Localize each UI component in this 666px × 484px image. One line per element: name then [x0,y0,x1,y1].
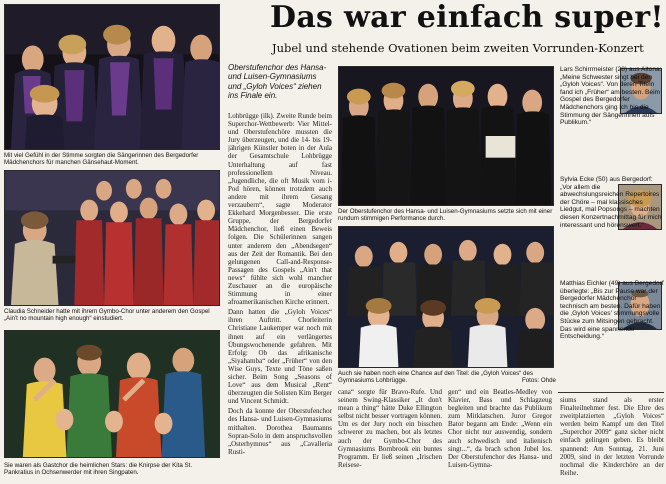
article-body-column-1 [228,112,332,482]
photo-caption-maedchenchor: Mit viel Gefühl in der Stimme sorgten die Sängerinnen des Bergedorfer Mädchenchors für manchen Gänsehaut-Moment. [4,152,199,167]
photo-caption-gyloh-voices [338,370,556,384]
photo-caption-text: Auch sie haben noch eine Chance auf den Titel: die „Gyloh Voices“ des Gymnasiums Lohbrügge. [338,370,534,385]
quote-matthias-eichler: Matthias Eichler (49) aus Bergedorf überlegte: „Bis zur Pause war der Bergedorfer Mädchenchor technisch am besten. Dafür haben die ‚Gyloh Voices‘ stimmungsvolle Stücke zum Mitsingen gebracht. Das wird eine spannende Entscheidung.“ [560,280,664,341]
article-body-column-4: siums stand als erster Finalteilnehmer fest. Die Ehre des zweitplatzierten „Gyloh Voices“ werden beim Kampf um den Titel „Superchor 2009“ ganz sicher nicht einfach gelingen geben. Es bleibt spannend: Am Sonntag, 21. Juni 2009, sind in der letzten Vorrunde nochmal die Kinderchöre an der Reihe. [560,396,664,477]
photo-gyloh-voices [338,226,554,368]
photo-gymbo-chor [4,170,220,306]
article-paragraph: Dann hatten die „Gyloh Voices“ ihren Auftritt. Chorleiterin Christiane Laukemper war noch mit ihnen auf ein verlängertes Übungswochenende gefahren. Mit Erfolg: Ob das afrikanische „Siyahamba“ oder „Früher“ von den Wise Guys, Texte und Töne saßen sicher. Beim Song „Seasons of Love“ aus dem Musical „Rent“ überzeugten die Solisten Kim Berger und Vincent Schmidt. [228,308,332,406]
article-headline: Das war einfach super! [270,0,664,35]
photo-kita-pankratius [4,330,220,458]
article-subheadline: Jubel und stehende Ovationen beim zweiten Vorrunden-Konzert [272,41,644,55]
photo-caption-gymbo-chor: Claudia Schneider hatte mit ihrem Gymbo-Chor unter anderem den Gospel „Ain't no mountain high enough“ einstudiert. [4,308,210,323]
article-body-column-2: cana“ sorgte für Bravo-Rufe. Und seinem Swing-Klassiker „It don't mean a thing“ hätte Duke Ellington selbst nicht besser vortragen können. Um es der Jury noch ein bisschen schwerer zu machen, bot als letztes auch der Gymbo-Chor des Gymnasiums Bornbrook ein buntes Programm. Er ließ seinen „Irischen Reisese- [338,388,442,469]
photo-caption-kita: Sie waren als Gastchor die heimlichen Stars: die Knirpse der Kita St. Pankratius in Ochsenwerder mit ihren Singpaten. [4,462,193,477]
photo-oberstufenchor [338,66,554,206]
article-paragraph: Doch da konnte der Oberstufenchor des Hansa- und Luisen-Gymnasiums mithalten. Dorothea Baumanns Sopran-Solo in dem anspruchsvollen „Osterhymnus“ aus „Cavalleria Rusti- [228,407,332,456]
column-divider [558,392,664,393]
article-paragraph: Lohbrügge (ilk). Zweite Runde beim Superchor-Wettbewerb: Vier Mittel- und Oberstufenchöre mussten die Jury überzeugen, und die 14- bis 19-jährigen Künstler boten in der Aula der Gesamtschule Lohbrügge Unterhaltung auf fast professionellem Niveau. „Jugendliche, die oft Musik vom i-Pod hören, können trotzdem auch andere mit ihrem Gesang verzaubern“, sagte Moderator Ekkehard Morgenbesser. Die erste Gruppe, der Bergedorfer Mädchenchor, ließ einen Beweis folgen. Die Schülerinnen sangen unter anderem den „Abendsegen“ aus der Zeit der Romantik. Bei den gelungenen Call-and-Response-Passagen des Gospels „Ain't that news“ fühlte sich wohl mancher Zuschauer an die europäische Stimmung in einer afroamerikanischen Kirche erinnert. [228,112,332,307]
photo-credit: Fotos: Ohde [521,377,556,385]
article-lead: Oberstufenchor des Hansa- und Luisen-Gymnasiums und „Gyloh Voices“ ziehen ins Finale ein. [228,63,327,101]
photo-maedchenchor [4,4,220,150]
photo-caption-oberstufenchor: Der Oberstufenchor des Hansa- und Luisen-Gymnasiums setzte sich mit einer rundum stimmigen Performance durch. [338,208,553,223]
quote-sylvia-ecke: Sylvia Ecke (50) aus Bergedorf: „Vor allem die abwechslungsreichen Repertoires der Chöre – mal klassisches Liedgut, mal Popsongs – machten diesen Konzertnachmittag für mich interessant und hörenswert.“ [560,176,662,229]
quote-lars-schirrmeister: Lars Schirrmeister (28) aus Altona: „Meine Schwester singt bei den „Gyloh Voices“. Von deren Titeln fand ich „Früher“ am besten. Beim Gospel des Bergedorfer Mädchenchors ging ich bis die Stimmung der Sängerinnen aufs Publikum.“ [560,66,662,127]
article-body-column-3: gen“ und ein Beatles-Medley von Klavier, Bass und Schlagzeug begleiten und brachte das Publikum zum Mitklatschen. Juror Gregor Bator begann am Ende: „Wenn ein Chor nicht nur auswendig, sondern auch schwedisch und italienisch singt...“, da brach schon Jubel los. Der Oberstufenchor des Hansa- und Luisen-Gymna- [448,388,552,469]
